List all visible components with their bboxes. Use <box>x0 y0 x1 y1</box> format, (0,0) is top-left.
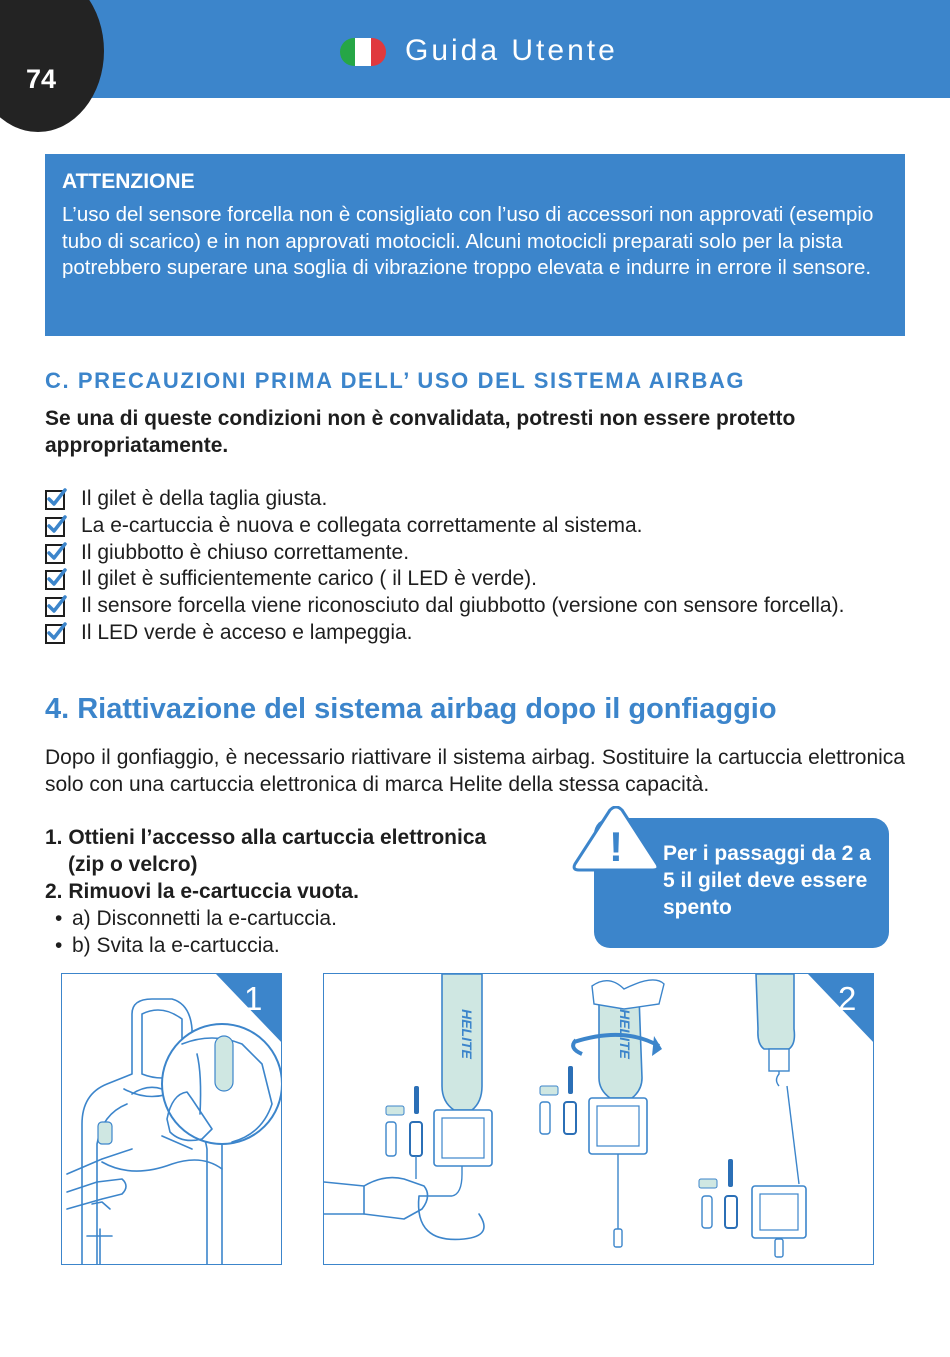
warning-triangle-icon <box>571 806 661 872</box>
sub-step-a-text: a) Disconnetti la e-cartuccia. <box>72 907 337 930</box>
checklist-item <box>45 486 925 513</box>
sub-step-a <box>45 905 565 932</box>
header-title: Guida Utente <box>405 34 618 67</box>
figure-1-number: 1 <box>244 980 263 1017</box>
figure-2-illustration <box>324 974 874 1265</box>
note-text: Per i passaggi da 2 a 5 il gilet deve essere spento <box>663 842 871 919</box>
warning-mark: ! <box>609 823 623 870</box>
bullet: • <box>55 907 63 930</box>
section-c-heading: C. PRECAUZIONI PRIMA DELL’ USO DEL SISTEMA AIRBAG <box>45 368 746 393</box>
checklist-item-text: Il sensore forcella viene riconosciuto dal giubbotto (versione con sensore forcella). <box>81 594 845 618</box>
checklist-item <box>45 539 925 566</box>
checklist-item-text: Il gilet è della taglia giusta. <box>81 487 328 511</box>
page-number: 74 <box>26 64 57 94</box>
checklist-item-text: Il gilet è sufficientemente carico ( il LED è verde). <box>81 567 537 591</box>
sub-step-b <box>45 932 565 959</box>
checkbox-checked-icon <box>45 488 67 510</box>
checklist-item <box>45 566 925 593</box>
warning-title: ATTENZIONE <box>62 170 195 193</box>
steps-list <box>45 824 565 959</box>
checkbox-checked-icon <box>45 568 67 590</box>
italy-flag-icon <box>340 38 386 66</box>
checkbox-checked-icon <box>45 542 67 564</box>
figure-2 <box>323 973 874 1265</box>
checklist-item-text: La e-cartuccia è nuova e collegata correttamente al sistema. <box>81 514 643 538</box>
figure-1 <box>61 973 282 1265</box>
section-4-heading: 4. Riattivazione del sistema airbag dopo il gonfiaggio <box>45 693 777 725</box>
sub-step-b-text: b) Svita la e-cartuccia. <box>72 934 280 957</box>
checklist-item <box>45 593 925 620</box>
cartridge-label: HELITE <box>617 1009 633 1059</box>
step-2: 2. Rimuovi la e-cartuccia vuota. <box>45 880 359 903</box>
step-1: 1. Ottieni l’accesso alla cartuccia elettronica <box>45 826 487 849</box>
section-c-intro: Se una di queste condizioni non è convalidata, potresti non essere protetto appropriatamente. <box>45 407 796 457</box>
checklist-item-text: Il LED verde è acceso e lampeggia. <box>81 620 413 644</box>
bullet: • <box>55 934 63 957</box>
figure-2-number: 2 <box>838 980 857 1017</box>
precaution-checklist <box>45 486 925 646</box>
checklist-item <box>45 513 925 540</box>
checkbox-checked-icon <box>45 595 67 617</box>
warning-box <box>45 154 905 336</box>
checklist-item <box>45 619 925 646</box>
checkbox-checked-icon <box>45 515 67 537</box>
section-4-paragraph: Dopo il gonfiaggio, è necessario riattivare il sistema airbag. Sostituire la cartuccia elettronica solo con una cartuccia elettronica di marca Helite della stessa capacità. <box>45 746 905 796</box>
cartridge-label: HELITE <box>459 1009 475 1059</box>
step-1-detail: (zip o velcro) <box>68 853 198 876</box>
checkbox-checked-icon <box>45 622 67 644</box>
checklist-item-text: Il giubbotto è chiuso correttamente. <box>81 540 410 564</box>
warning-text: L’uso del sensore forcella non è consigliato con l’uso di accessori non approvati (esempio tubo di scarico) e in non approvati motocicli. Alcuni motocicli preparati solo per la pista potrebbero superare una soglia di vibrazione troppo elevata e indurre in errore il sensore. <box>62 203 874 279</box>
